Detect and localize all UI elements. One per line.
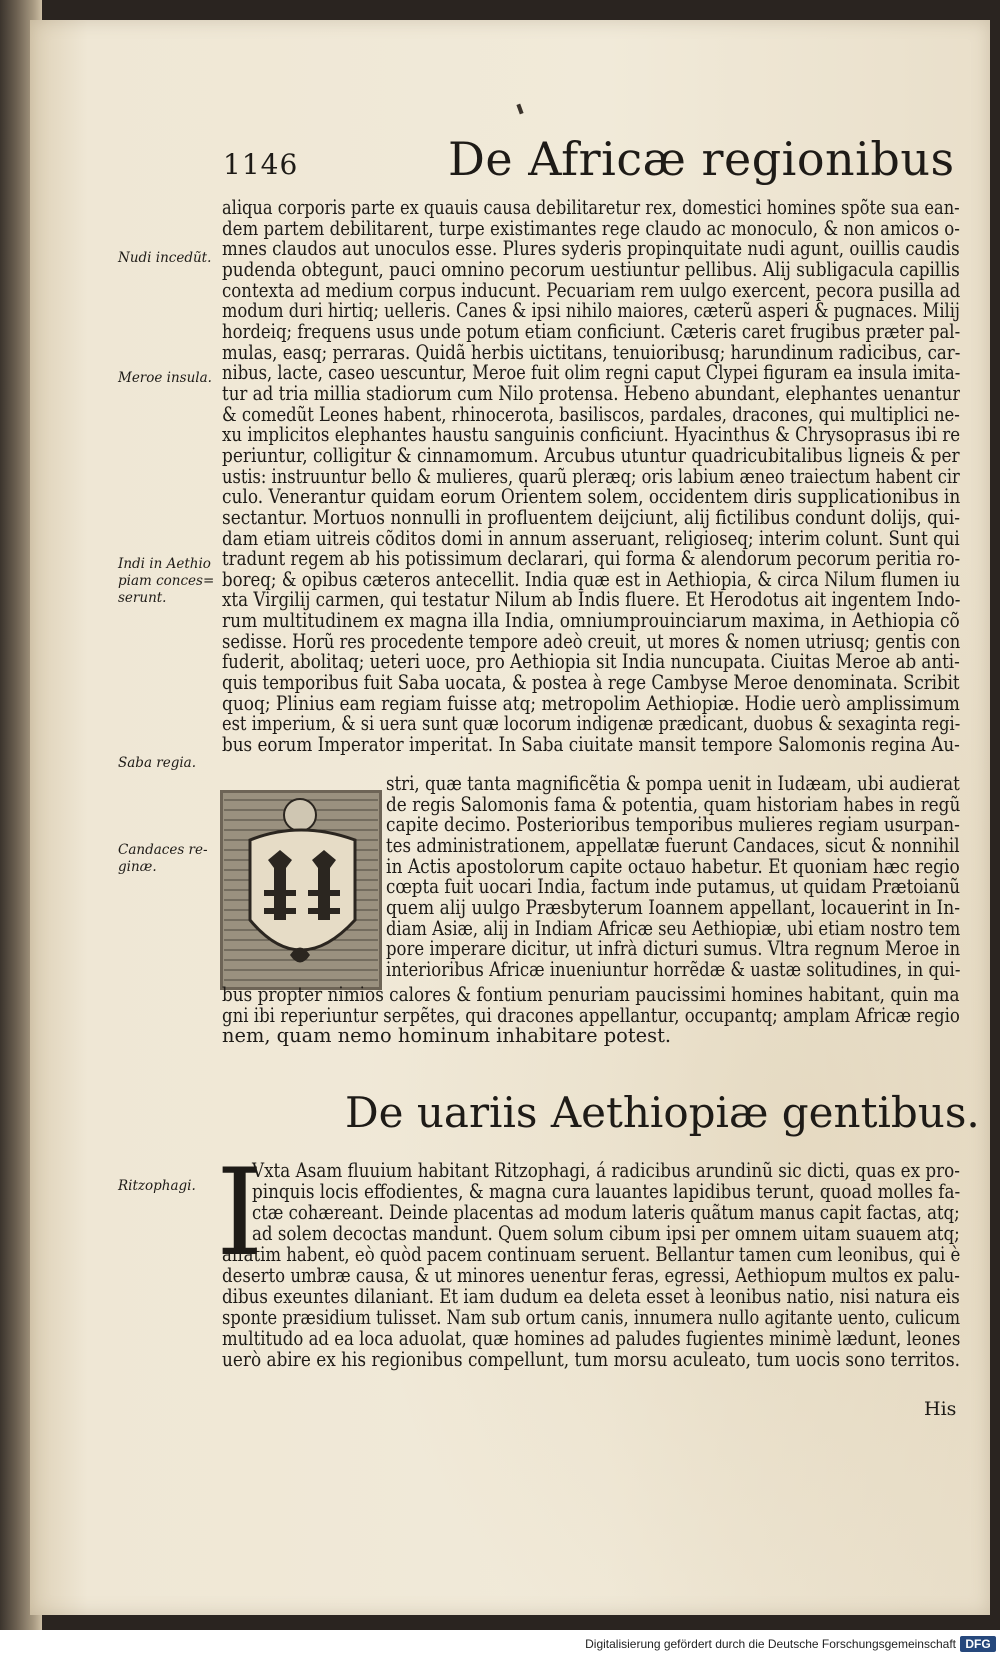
section-body [222,1244,960,1370]
text-line: est imperium, & si uera sunt quæ locorum indigenæ prædicant, duobus & sexaginta regi- [222,714,960,736]
text-line: boreq; & opibus cæteros antecellit. India quæ est in Aethiopia, & circa Nilum flumen iu [222,569,960,591]
text-line: dam etiam uitreis cõditos domi in annum asseruant, religioseq; interim colunt. Sunt qui [222,528,960,550]
text-line: stri, quæ tanta magnificẽtia & pompa uenit in Iudæam, ubi audierat [386,772,960,795]
margin-note-candaces: Candaces re- ginæ. [118,842,208,875]
text-line: tes administrationem, appellatæ fuerunt Candaces, sicut & nonnihil [386,833,960,857]
text-line: de regis Salomonis fama & potentia, quam historiam habes in regũ [386,792,961,816]
margin-note-saba: Saba regia. [118,755,197,771]
text-line: diam Asiæ, alij in Indiam Africæ seu Aethiopiæ, ubi etiam nostro tem [386,916,961,940]
margin-note-meroe: Meroe insula. [118,370,212,386]
text-line: quem alij uulgo Præsbyterum Ioannem appellant, locauerint in In- [386,895,960,919]
text-line: ad solem decoctas mandunt. Quem solum cibum ipsi per omnem uitam suauem atq; [252,1222,960,1245]
text-line: multitudo ad ea loca aduolat, quæ homines ad paludes fugientes minimè lædunt, leones [222,1327,961,1350]
text-line: sedisse. Horũ res procedente tempore adeò creuit, ut mores & nomen utriusq; gentis con [222,631,960,653]
text-line: gni ibi reperiuntur serpẽtes, qui dracones appellantur, occupantq; amplam Africæ regio [222,1003,960,1027]
drop-cap: I [216,1144,264,1283]
text-line: aliqua corporis parte ex quauis causa debilitaretur rex, domestici homines spõte sua ean- [222,198,960,219]
text-line: uerò abire ex his regionibus compellunt, tum morsu aculeato, tum uocis sono territos. [222,1348,960,1371]
margin-note-nudi: Nudi incedũt. [118,250,212,266]
text-line: tur ad tria millia stadiorum cum Nilo protensa. Hebeno abundant, elephantes uenantur [222,383,960,405]
text-line: nibus, lacte, caseo uescuntur, Meroe fuit olim regni caput Clypei figuram ea insula imita- [222,363,960,384]
section-body-indent [252,1160,960,1244]
text-line: capite decimo. Posterioribus temporibus mulieres regiam usurpan- [386,813,960,837]
text-line: interioribus Africæ inueniuntur horrẽdæ & uastæ solitudines, in qui- [386,957,961,981]
dfg-logo: DFG [960,1636,996,1652]
body-text-continued [222,985,960,1047]
text-line: sponte præsidium tulisset. Nam sub ortum canis, innumera nullo agitante uento, culicum [222,1306,961,1329]
text-line: contexta ad medium corpus inducunt. Pecuariam rem uulgo exercent, pecora pusilla ad [222,280,960,302]
body-text-wrap [386,774,960,981]
catchword: His [924,1398,957,1420]
text-line: xta Virgilij carmen, qui testatur Nilum ab Indis fluere. Et Herodotus ait ingentem Indo- [222,590,960,612]
text-line: dibus exeuntes dilaniant. Et iam dudum ea deleta esset à leonibus natio, nisi natura eis [222,1285,960,1308]
text-line: affatim habent, eò quòd pacem continuam seruent. Bellantur tamen cum leonibus, qui è [222,1243,961,1266]
woodcut-coat-of-arms-image [220,790,382,990]
text-line: hordeiq; frequens usus unde potum etiam conficiunt. Cæteris caret frugibus præter pal- [222,321,960,343]
text-line: cœpta fuit uocari India, factum inde putamus, ut quidam Prætoianũ [386,875,961,899]
text-line: modum duri hirtiq; uelleris. Canes & ipsi nihilo maiores, cæterũ asperi & pugnaces. Milij [222,301,960,322]
text-line: pore imperare dicitur, ut infrà dicturi sumus. Vltra regnum Meroe in [386,937,961,961]
text-line: bus propter nimios calores & fontium penuriam paucissimi homines habitant, quin ma [222,983,960,1006]
text-line: mulas, easq; perraras. Quidã herbis uictitans, tenuioribusq; harundinum radicibus, car- [222,342,960,364]
footer-bar [0,1630,1000,1658]
text-line: Vxta Asam fluuium habitant Ritzophagi, á radicibus arundinũ sic dicti, quas ex pro- [252,1159,960,1182]
text-line: pudenda obtegunt, pauci omnino pecorum uestiuntur pellibus. Alij subligacula capillis [222,259,960,281]
text-line: xu implicitos elephantes haustu sanguinis conficiunt. Hyacinthus & Chrysoprasus ibi re [222,425,960,446]
text-line: fuderit, abolitaq; ueteri uoce, pro Aethiopia sit India nuncupata. Ciuitas Meroe ab anti- [222,652,960,674]
body-text [222,198,960,756]
margin-note-ritzophagi: Ritzophagi. [118,1178,196,1194]
text-line: periuntur, colligitur & cinnamomum. Arcubus utuntur quadricubitalibus ligneis & per [222,445,960,467]
text-line: quoq; Plinius eam regiam fuisse atq; metropolim Aethiopiæ. Hodie uerò amplissimum [222,693,960,715]
section-title: De uariis Aethiopiæ gentibus. [345,1088,980,1137]
text-line: bus eorum Imperator imperitat. In Saba ciuitate mansit tempore Salomonis regina Au- [222,735,960,756]
text-line: culo. Venerantur quidam eorum Orientem solem, occidentem diris supplicationibus in [222,487,960,508]
text-line: mnes claudos aut unoculos esse. Plures syderis propinquitate nudi agunt, ouillis caudis [222,239,960,260]
text-line: ctæ cohæreant. Deinde placentas ad modum lateris quãtum manus capit factas, atq; [252,1201,960,1224]
text-line: dem partem debilitarent, turpe existimantes rege claudo ac monoculo, & non amicos o- [222,218,960,240]
text-line: rum multitudinem ex magna illa India, omniumprouinciarum maxima, in Aethiopia cõ [222,611,960,632]
text-line: quis temporibus fuit Saba uocata, & postea à rege Cambyse Meroe denominata. Scribit [222,673,960,694]
text-line: pinquis locis effodientes, & magna cura lauantes lapidibus terunt, quoad molles fa- [252,1180,961,1203]
text-line: deserto umbræ causa, & ut minores uenentur feras, egressi, Aethiopum multos ex palu- [222,1264,960,1287]
text-line: & comedũt Leones habent, rhinocerota, basiliscos, pardales, dracones, qui multiplici ne- [222,404,960,426]
text-line: ustis: instruuntur bello & mulieres, quarũ pleræq; oris labium æneo traiectum habent cir [222,466,960,488]
running-head: De Africæ regionibus [448,132,955,186]
text-line: nem, quam nemo hominum inhabitare potest. [222,1024,672,1048]
funding-credit: Digitalisierung gefördert durch die Deutsche Forschungsgemeinschaft [585,1637,956,1651]
text-line: sectantur. Mortuos nonnulli in profluentem deijciunt, alij fictilibus condunt dolijs, qui- [222,507,960,529]
margin-note-indi: Indi in Aethio piam conces= serunt. [118,556,215,606]
text-line: in Actis apostolorum capite octauo habetur. Et quoniam hæc regio [386,854,960,878]
page-number: 1146 [223,148,299,181]
text-line: tradunt regem ab his potissimum declarari, qui forma & alendorum pecorum peritia ro- [222,549,960,570]
